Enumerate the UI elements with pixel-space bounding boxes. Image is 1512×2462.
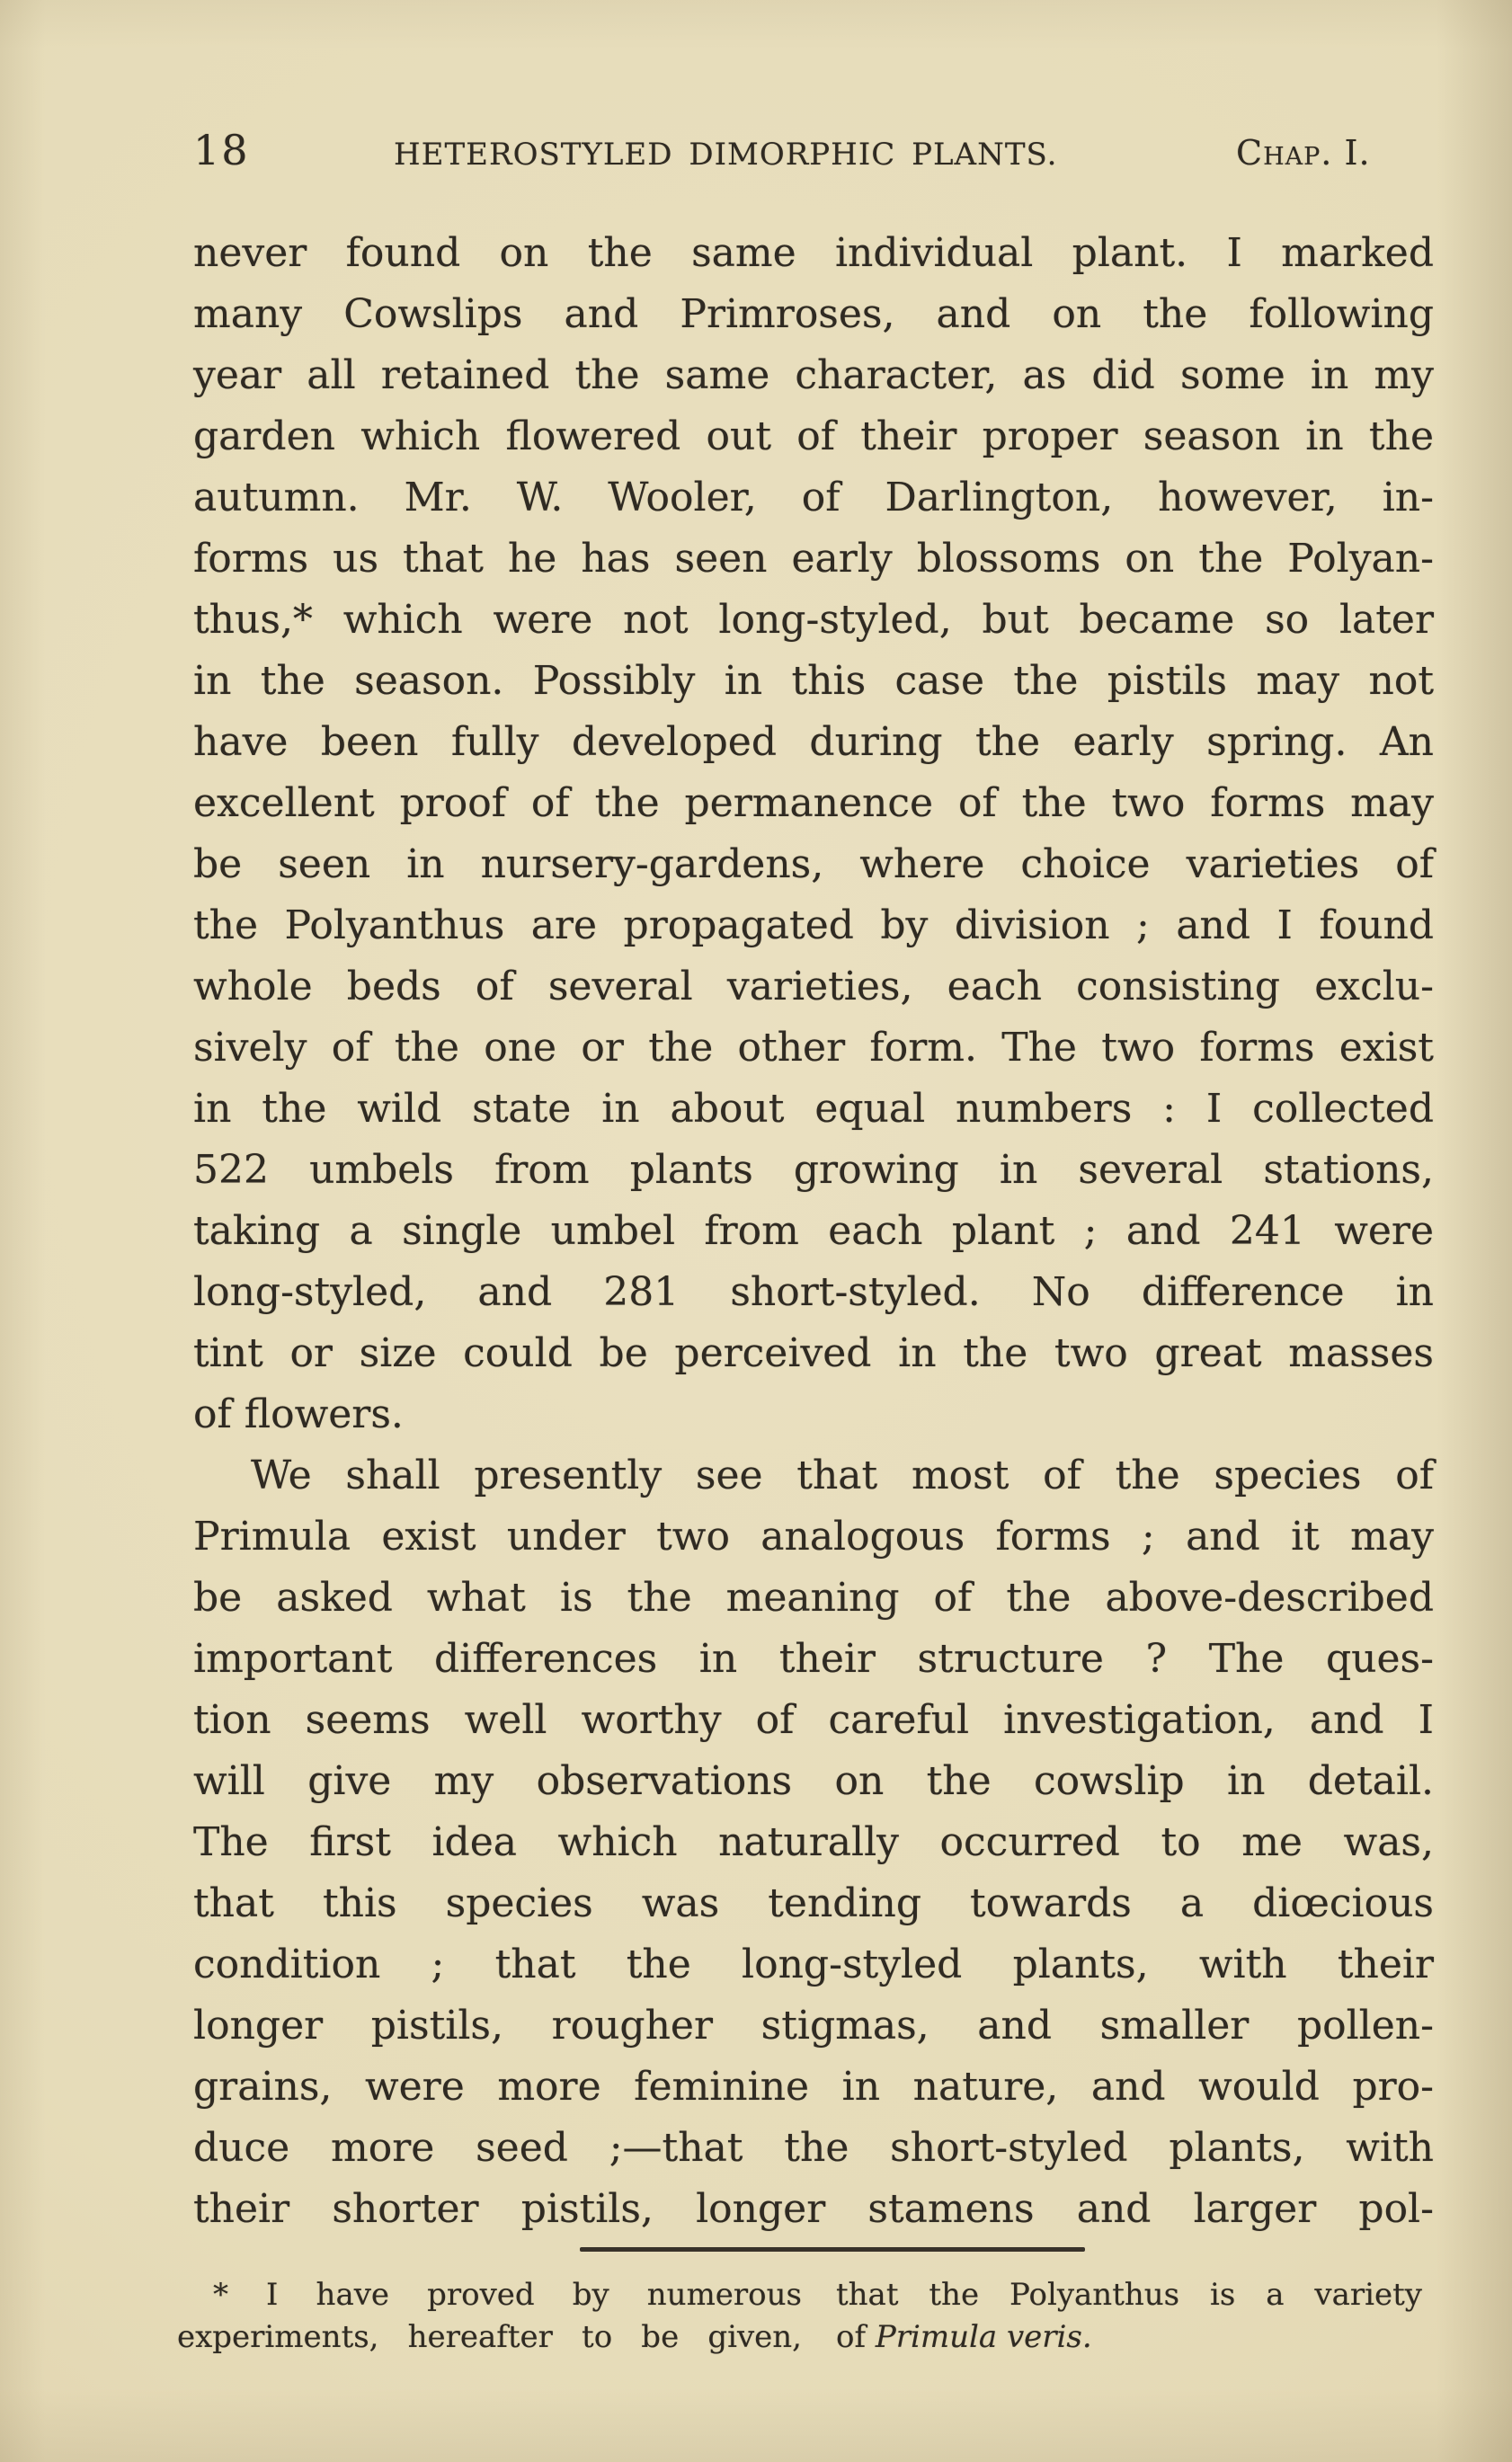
text-line: grains, were more feminine in nature, and would pro- — [193, 2064, 1434, 2110]
footnote-separator — [580, 2247, 1085, 2252]
text-line: taking a single umbel from each plant ; and 241 were — [193, 1208, 1434, 1254]
text-line: longer pistils, rougher stigmas, and smaller pollen- — [193, 2003, 1434, 2049]
footnote-line: that the Polyanthus is a variety — [836, 2277, 1422, 2313]
text-line: duce more seed ;—that the short-styled plants, with — [193, 2125, 1434, 2171]
text-line: many Cowslips and Primroses, and on the following — [193, 291, 1434, 337]
footnote-left-column — [177, 2274, 802, 2359]
text-line: be asked what is the meaning of the above-described — [193, 1575, 1434, 1621]
text-line: their shorter pistils, longer stamens and larger pol- — [193, 2186, 1434, 2232]
text-line: be seen in nursery-gardens, where choice varieties of — [193, 841, 1434, 887]
text-line: tion seems well worthy of careful investigation, and I — [193, 1697, 1434, 1743]
text-line: whole beds of several varieties, each consisting exclu- — [193, 964, 1434, 1009]
footnote-line: * I have proved by numerous — [213, 2277, 802, 2313]
footnote-species-italic: Primula veris. — [875, 2319, 1092, 2355]
text-line: in the wild state in about equal numbers : I collected — [193, 1086, 1434, 1132]
page-number: 18 — [193, 126, 250, 174]
text-line: of flowers. — [193, 1391, 404, 1437]
footnote — [177, 2274, 1422, 2359]
text-line: important differences in their structure ? The ques- — [193, 1636, 1434, 1682]
text-line: garden which flowered out of their proper season in the — [193, 413, 1434, 459]
text-line: that this species was tending towards a diœcious — [193, 1880, 1434, 1926]
text-line: have been fully developed during the early spring. An — [193, 719, 1434, 765]
text-line: in the season. Possibly in this case the pistils may not — [193, 658, 1434, 704]
text-line: condition ; that the long-styled plants, with their — [193, 1942, 1434, 1987]
text-line: year all retained the same character, as did some in my — [193, 352, 1434, 398]
text-line: The first idea which naturally occurred to me was, — [193, 1819, 1434, 1865]
body-text — [193, 223, 1434, 2240]
text-line: 522 umbels from plants growing in several stations, — [193, 1147, 1434, 1193]
text-line: autumn. Mr. W. Wooler, of Darlington, however, in- — [193, 475, 1434, 520]
text-line: will give my observations on the cowslip in detail. — [193, 1758, 1434, 1804]
footnote-right-column — [836, 2274, 1422, 2359]
text-line: excellent proof of the permanence of the two forms may — [193, 780, 1434, 826]
footnote-line — [836, 2316, 1422, 2359]
text-line: never found on the same individual plant. I marked — [193, 230, 1434, 276]
text-line: sively of the one or the other form. The two forms exist — [193, 1025, 1434, 1071]
running-title: HETEROSTYLED DIMORPHIC PLANTS. — [394, 137, 1058, 173]
text-line: the Polyanthus are propagated by division ; and I found — [193, 902, 1434, 948]
text-line: long-styled, and 281 short-styled. No difference in — [193, 1269, 1434, 1315]
footnote-line: experiments, hereafter to be given, — [177, 2319, 802, 2355]
text-line: Primula exist under two analogous forms ; and it may — [193, 1514, 1434, 1560]
footnote-text: of — [836, 2319, 876, 2355]
text-line: thus,* which were not long-styled, but became so later — [193, 597, 1434, 643]
chapter-label: Chap. I. — [1236, 133, 1371, 173]
text-line: forms us that he has seen early blossoms on the Polyan- — [193, 536, 1434, 582]
text-line: tint or size could be perceived in the two great masses — [193, 1330, 1434, 1376]
text-line: We shall presently see that most of the species of — [251, 1453, 1434, 1498]
